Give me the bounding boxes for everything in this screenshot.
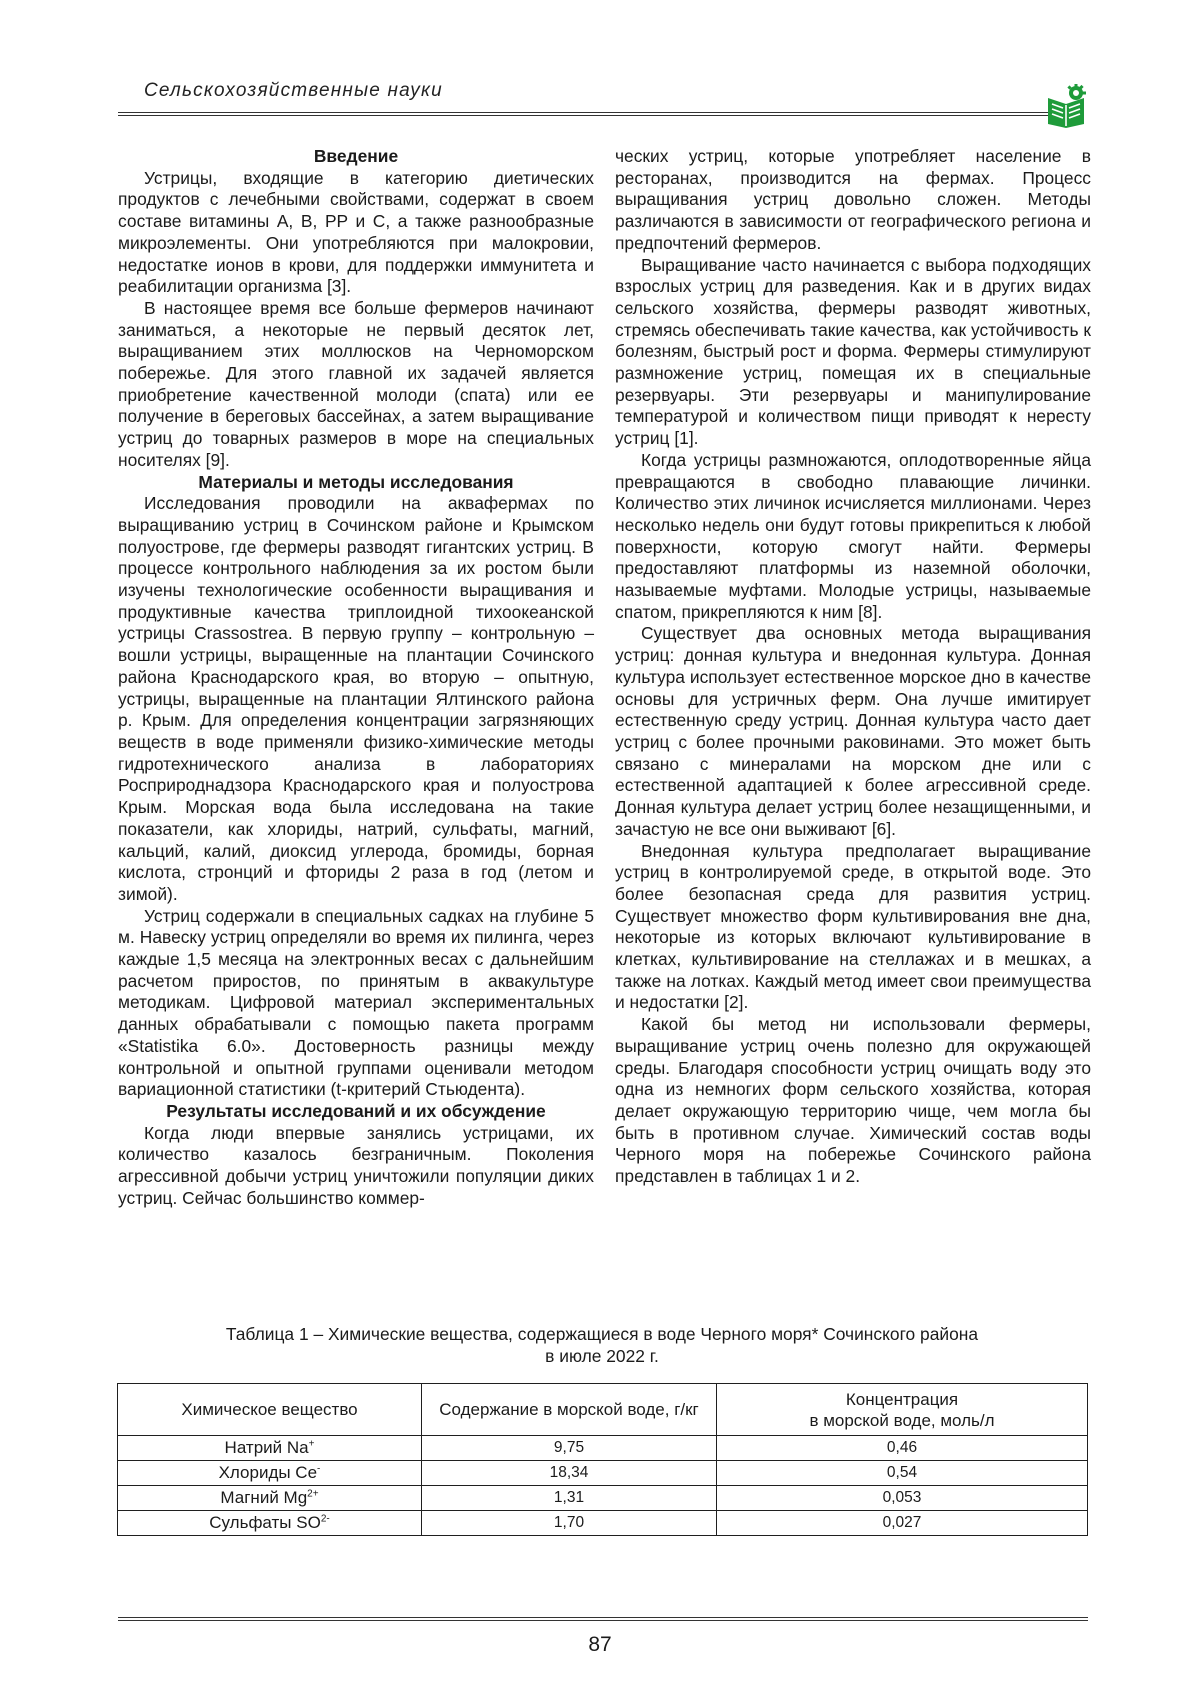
table-cell-concentration: 0,053	[717, 1486, 1088, 1511]
table-caption-line2: в июле 2022 г.	[545, 1345, 659, 1366]
section-heading: Введение	[313, 146, 399, 166]
right-text-column	[615, 146, 1091, 1188]
chemical-table	[117, 1383, 1088, 1536]
substance-name: Сульфаты SO	[209, 1513, 321, 1532]
running-header	[118, 76, 1092, 122]
journal-section-title: Сельскохозяйственные науки	[144, 80, 443, 101]
paragraph: Исследования проводили на аквафермах по выращиванию устриц в Сочинском районе и Крымском полуострове, где фермеры разводят гигантских устриц. В процессе контрольного наблюдения за их ростом были изучены технологические особенности выращивания и продуктивные качества триплоидной тихоокеанской устрицы Crassostrea. В первую группу – контрольную – вошли устрицы, выращенные на плантации Сочинского района Краснодарского края, во вторую – опытную, устрицы, выращенные на плантации Ялтинского района р. Крым. Для определения концентрации загрязняющих веществ в воде применяли физико-химические методы гидротехнического анализа в лабораториях Росприроднадзора Краснодарского края и полуострова Крым. Морская вода была исследована на такие показатели, как хлориды, натрий, сульфаты, магний, кальций, калий, диоксид углерода, бромиды, борная кислота, стронций и фториды 2 раза в год (летом и зимой).	[118, 493, 594, 904]
table-cell-concentration: 0,027	[717, 1511, 1088, 1536]
section-heading: Результаты исследований и их обсуждение	[166, 1100, 546, 1121]
table-cell-substance	[118, 1436, 422, 1461]
paragraph: Какой бы метод ни использовали фермеры, выращивание устриц очень полезно для окружающей среды. Благодаря способности устриц очищать воду это одна из немногих форм сельского хозяйства, которая делает окружающую территорию чище, чем могла бы быть в противном случае. Химический состав воды Черного моря на побережье Сочинского района представлен в таблицах 1 и 2.	[615, 1014, 1091, 1187]
table-cell-content: 9,75	[422, 1436, 717, 1461]
table-caption	[118, 1324, 1086, 1367]
substance-name: Хлориды Cе	[218, 1463, 318, 1482]
paragraph: ческих устриц, которые употребляет население в ресторанах, производится на фермах. Процесс выращивания устриц довольно сложен. Методы различаются в зависимости от географического региона и предпочтений фермеров.	[615, 146, 1091, 253]
ion-charge: +	[308, 1438, 315, 1450]
section-heading: Материалы и методы исследования	[198, 471, 514, 492]
table-row	[118, 1461, 1088, 1486]
ion-charge: -	[317, 1463, 321, 1475]
ion-charge: 2+	[307, 1488, 319, 1500]
paragraph: Существует два основных метода выращивания устриц: донная культура и внедонная культура. Донная культура использует естественное морское дно в качестве основы для устричных ферм. Она лучше имитирует естественную среду устриц. Донная культура часто дает устриц с более прочными раковинами. Это может быть связано с минералами на морском дне или с естественной адаптацией к более агрессивной среде. Донная культура делает устриц более незащищенными, и зачастую не все они выживают [6].	[615, 623, 1091, 839]
table-cell-content: 1,31	[422, 1486, 717, 1511]
table-cell-content: 1,70	[422, 1511, 717, 1536]
table-header-substance: Химическое вещество	[118, 1384, 422, 1436]
table-cell-substance	[118, 1511, 422, 1536]
table-header-concentration-line2: в морской воде, моль/л	[809, 1410, 995, 1430]
ion-charge: 2-	[320, 1513, 330, 1525]
paragraph: В настоящее время все больше фермеров начинают заниматься, а некоторые не первый десяток лет, выращиванием этих моллюсков на Черноморском побережье. Для этого главной их задачей является приобретение качественной молоди (спата) или ее получение в береговых бассейнах, а затем выращивание устриц до товарных размеров в море на специальных носителях [9].	[118, 297, 594, 470]
paragraph: Устрицы, входящие в категорию диетических продуктов с лечебными свойствами, содержат в своем составе витамины A, B, PP и C, а также разнообразные микроэлементы. Они употребляются при малокровии, недостатке ионов в крови, для поддержки иммунитета и реабилитации организма [3].	[118, 167, 594, 297]
paragraph: Когда люди впервые занялись устрицами, их количество казалось безграничным. Поколения агрессивной добычи устриц уничтожили популяции диких устриц. Сейчас большинство коммер-	[118, 1122, 594, 1208]
table-header-concentration	[717, 1384, 1088, 1436]
paragraph: Устриц содержали в специальных садках на глубине 5 м. Навеску устриц определяли во время их пилинга, через каждые 1,5 месяца на электронных весах с дальнейшим расчетом приростов, по принятым в аквакультуре методикам. Цифровой материал экспериментальных данных обрабатывали с помощью пакета программ «Statistika 6.0». Достоверность разницы между контрольной и опытной группами оценивали методом вариационной статистики (t-критерий Стьюдента).	[118, 905, 594, 1100]
paragraph: Внедонная культура предполагает выращивание устриц в контролируемой среде, в открытой воде. Это более безопасная среда для развития устриц. Существует множество форм культивирования вне дна, некоторые из которых включают культивирование в клетках, культивирование на стеллажах и в мешках, а также на лотках. Каждый метод имеет свои преимущества и недостатки [2].	[615, 840, 1091, 1013]
paragraph: Когда устрицы размножаются, оплодотворенные яйца превращаются в свободно плавающие личинки. Количество этих личинок исчисляется миллионами. Через несколько недель они будут готовы прикрепиться к любой поверхности, которую смогут найти. Фермеры предоставляют платформы из наземной оболочки, называемые муфтами. Молодые устрицы, называемые спатом, прикрепляются к ним [8].	[615, 449, 1091, 622]
table-cell-substance	[118, 1461, 422, 1486]
table-cell-content: 18,34	[422, 1461, 717, 1486]
page-number: 87	[588, 1633, 612, 1656]
substance-name: Магний Mg	[220, 1488, 308, 1507]
table-row	[118, 1511, 1088, 1536]
header-divider	[118, 112, 1063, 116]
book-gear-icon	[1046, 84, 1086, 128]
paragraph: Выращивание часто начинается с выбора подходящих взрослых устриц для разведения. Как и в других видах сельского хозяйства, фермеры разводят животных, стремясь обеспечивать такие качества, как устойчивость к болезням, быстрый рост и форма. Фермеры стимулируют размножение устриц, помещая их в специальные резервуары. Эти резервуары и манипулирование температурой и количеством пищи приводят к нересту устриц [1].	[615, 254, 1091, 449]
table-row	[118, 1486, 1088, 1511]
table-cell-concentration: 0,54	[717, 1461, 1088, 1486]
footer-divider	[118, 1617, 1088, 1621]
table-caption-line1: Таблица 1 – Химические вещества, содержащиеся в воде Черного моря* Сочинского района	[225, 1324, 979, 1344]
table-header-concentration-line1: Концентрация	[845, 1389, 959, 1409]
substance-name: Натрий Na	[224, 1438, 309, 1457]
table-row	[118, 1436, 1088, 1461]
table-header-content: Содержание в морской воде, г/кг	[422, 1384, 717, 1436]
table-cell-substance	[118, 1486, 422, 1511]
left-text-column	[118, 146, 594, 1209]
table-cell-concentration: 0,46	[717, 1436, 1088, 1461]
